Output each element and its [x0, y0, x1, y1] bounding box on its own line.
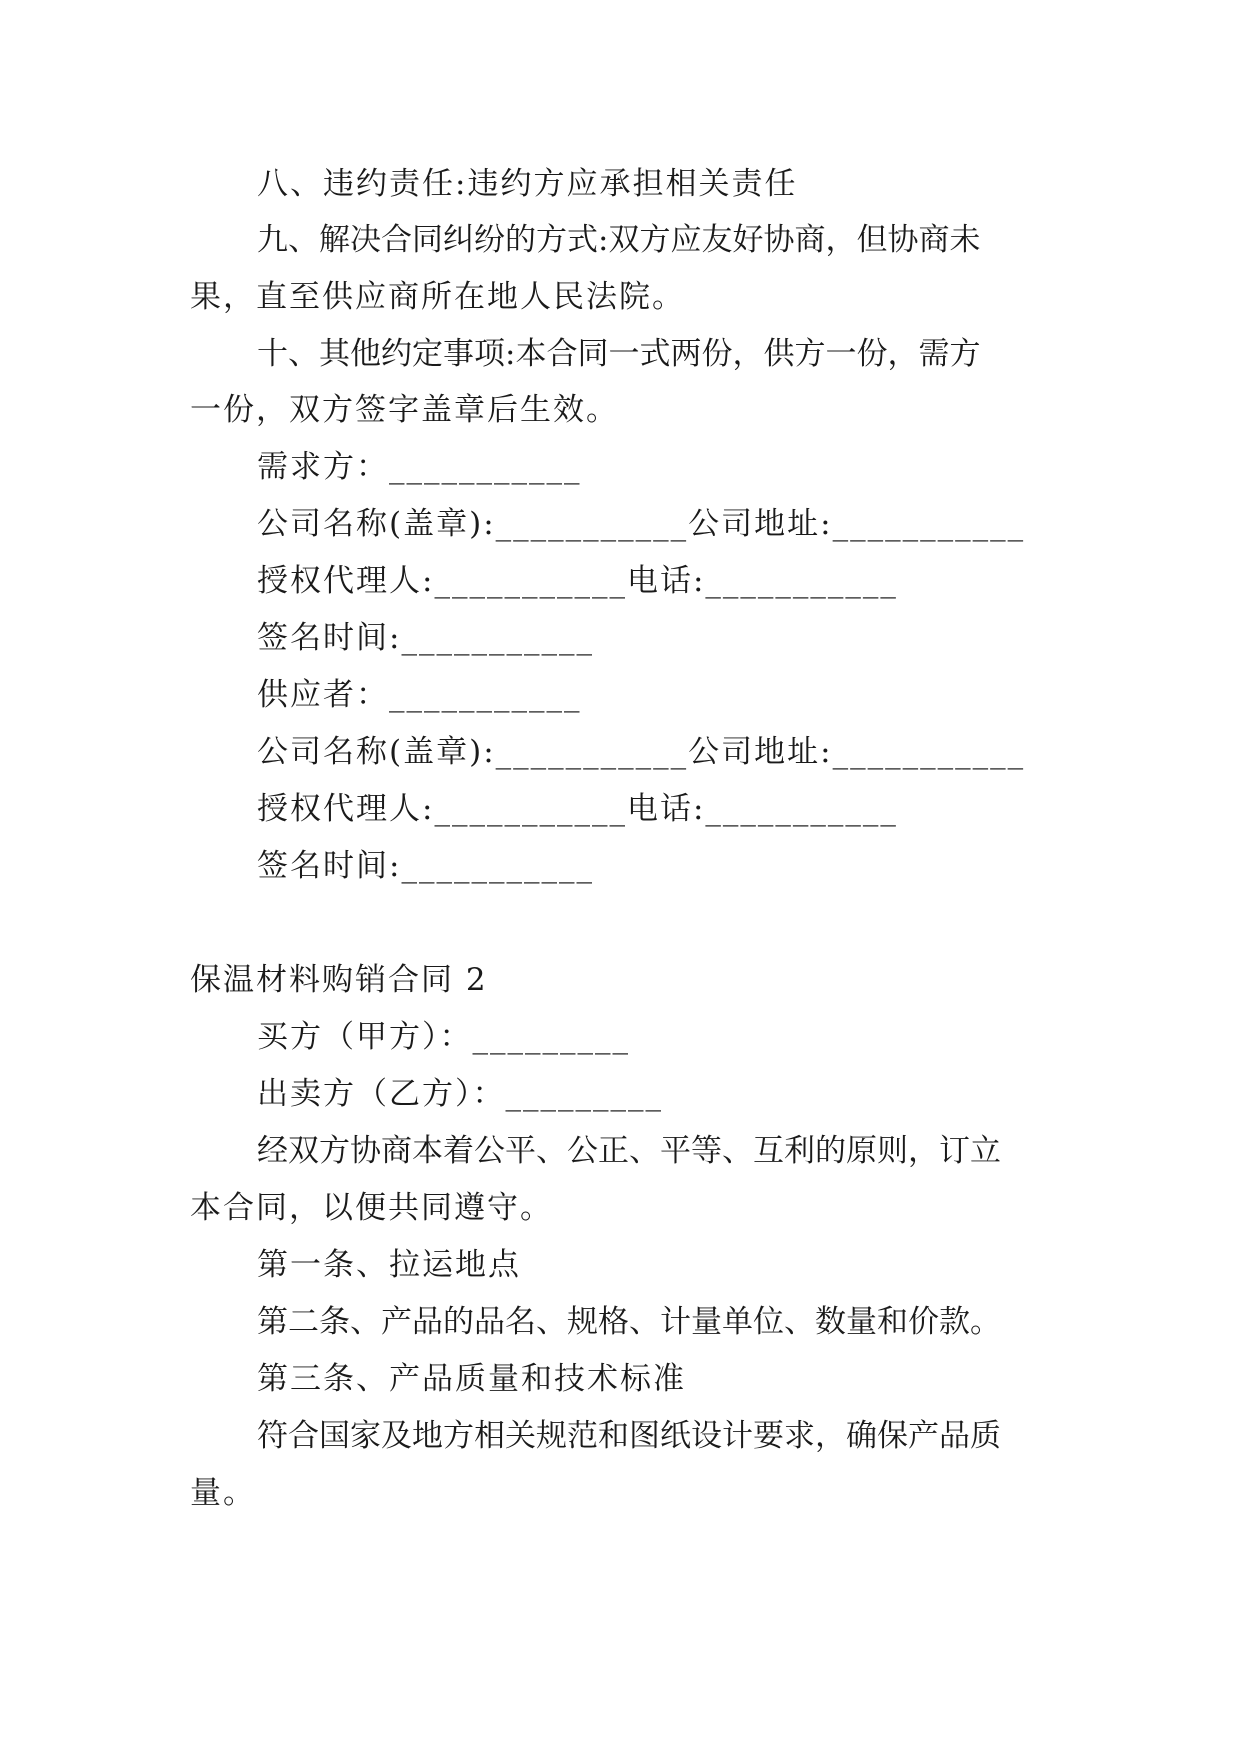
- buyer-party-label: 需求方：___________: [257, 449, 582, 485]
- article-3-heading: 第三条、产品质量和技术标准: [257, 1361, 686, 1397]
- buyer-company-name-address: 公司名称(盖章):___________公司地址:___________: [257, 506, 1026, 542]
- clause-8-liability: 八、违约责任:违约方应承担相关责任: [257, 166, 798, 202]
- preamble-line-1: 经双方协商本着公平、公正、平等、互利的原则，订立: [257, 1133, 1001, 1169]
- buyer-agent-phone: 授权代理人:___________电话:___________: [257, 563, 898, 599]
- clause-9-dispute-line-1: 九、解决合同纠纷的方式:双方应友好协商，但协商未: [257, 222, 981, 258]
- article-3-body-line-1: 符合国家及地方相关规范和图纸设计要求，确保产品质: [257, 1418, 1001, 1454]
- supplier-party-label: 供应者：___________: [257, 677, 582, 713]
- article-3-body-line-2: 量。: [190, 1475, 256, 1511]
- article-1-heading: 第一条、拉运地点: [257, 1247, 521, 1283]
- buyer-sign-time: 签名时间:___________: [257, 620, 594, 656]
- supplier-agent-phone: 授权代理人:___________电话:___________: [257, 791, 898, 827]
- clause-9-dispute-line-2: 果，直至供应商所在地人民法院。: [190, 279, 685, 315]
- buyer-party-a: 买方（甲方）：_________: [257, 1019, 630, 1055]
- supplier-sign-time: 签名时间:___________: [257, 848, 594, 884]
- clause-10-other-line-1: 十、其他约定事项:本合同一式两份，供方一份，需方: [257, 336, 981, 372]
- supplier-company-name-address: 公司名称(盖章):___________公司地址:___________: [257, 734, 1026, 770]
- seller-party-b: 出卖方（乙方）：_________: [257, 1076, 663, 1112]
- clause-10-other-line-2: 一份，双方签字盖章后生效。: [190, 392, 619, 428]
- article-2-heading: 第二条、产品的品名、规格、计量单位、数量和价款。: [257, 1304, 1001, 1340]
- preamble-line-2: 本合同，以便共同遵守。: [190, 1190, 553, 1226]
- contract-2-title: 保温材料购销合同 2: [190, 962, 488, 998]
